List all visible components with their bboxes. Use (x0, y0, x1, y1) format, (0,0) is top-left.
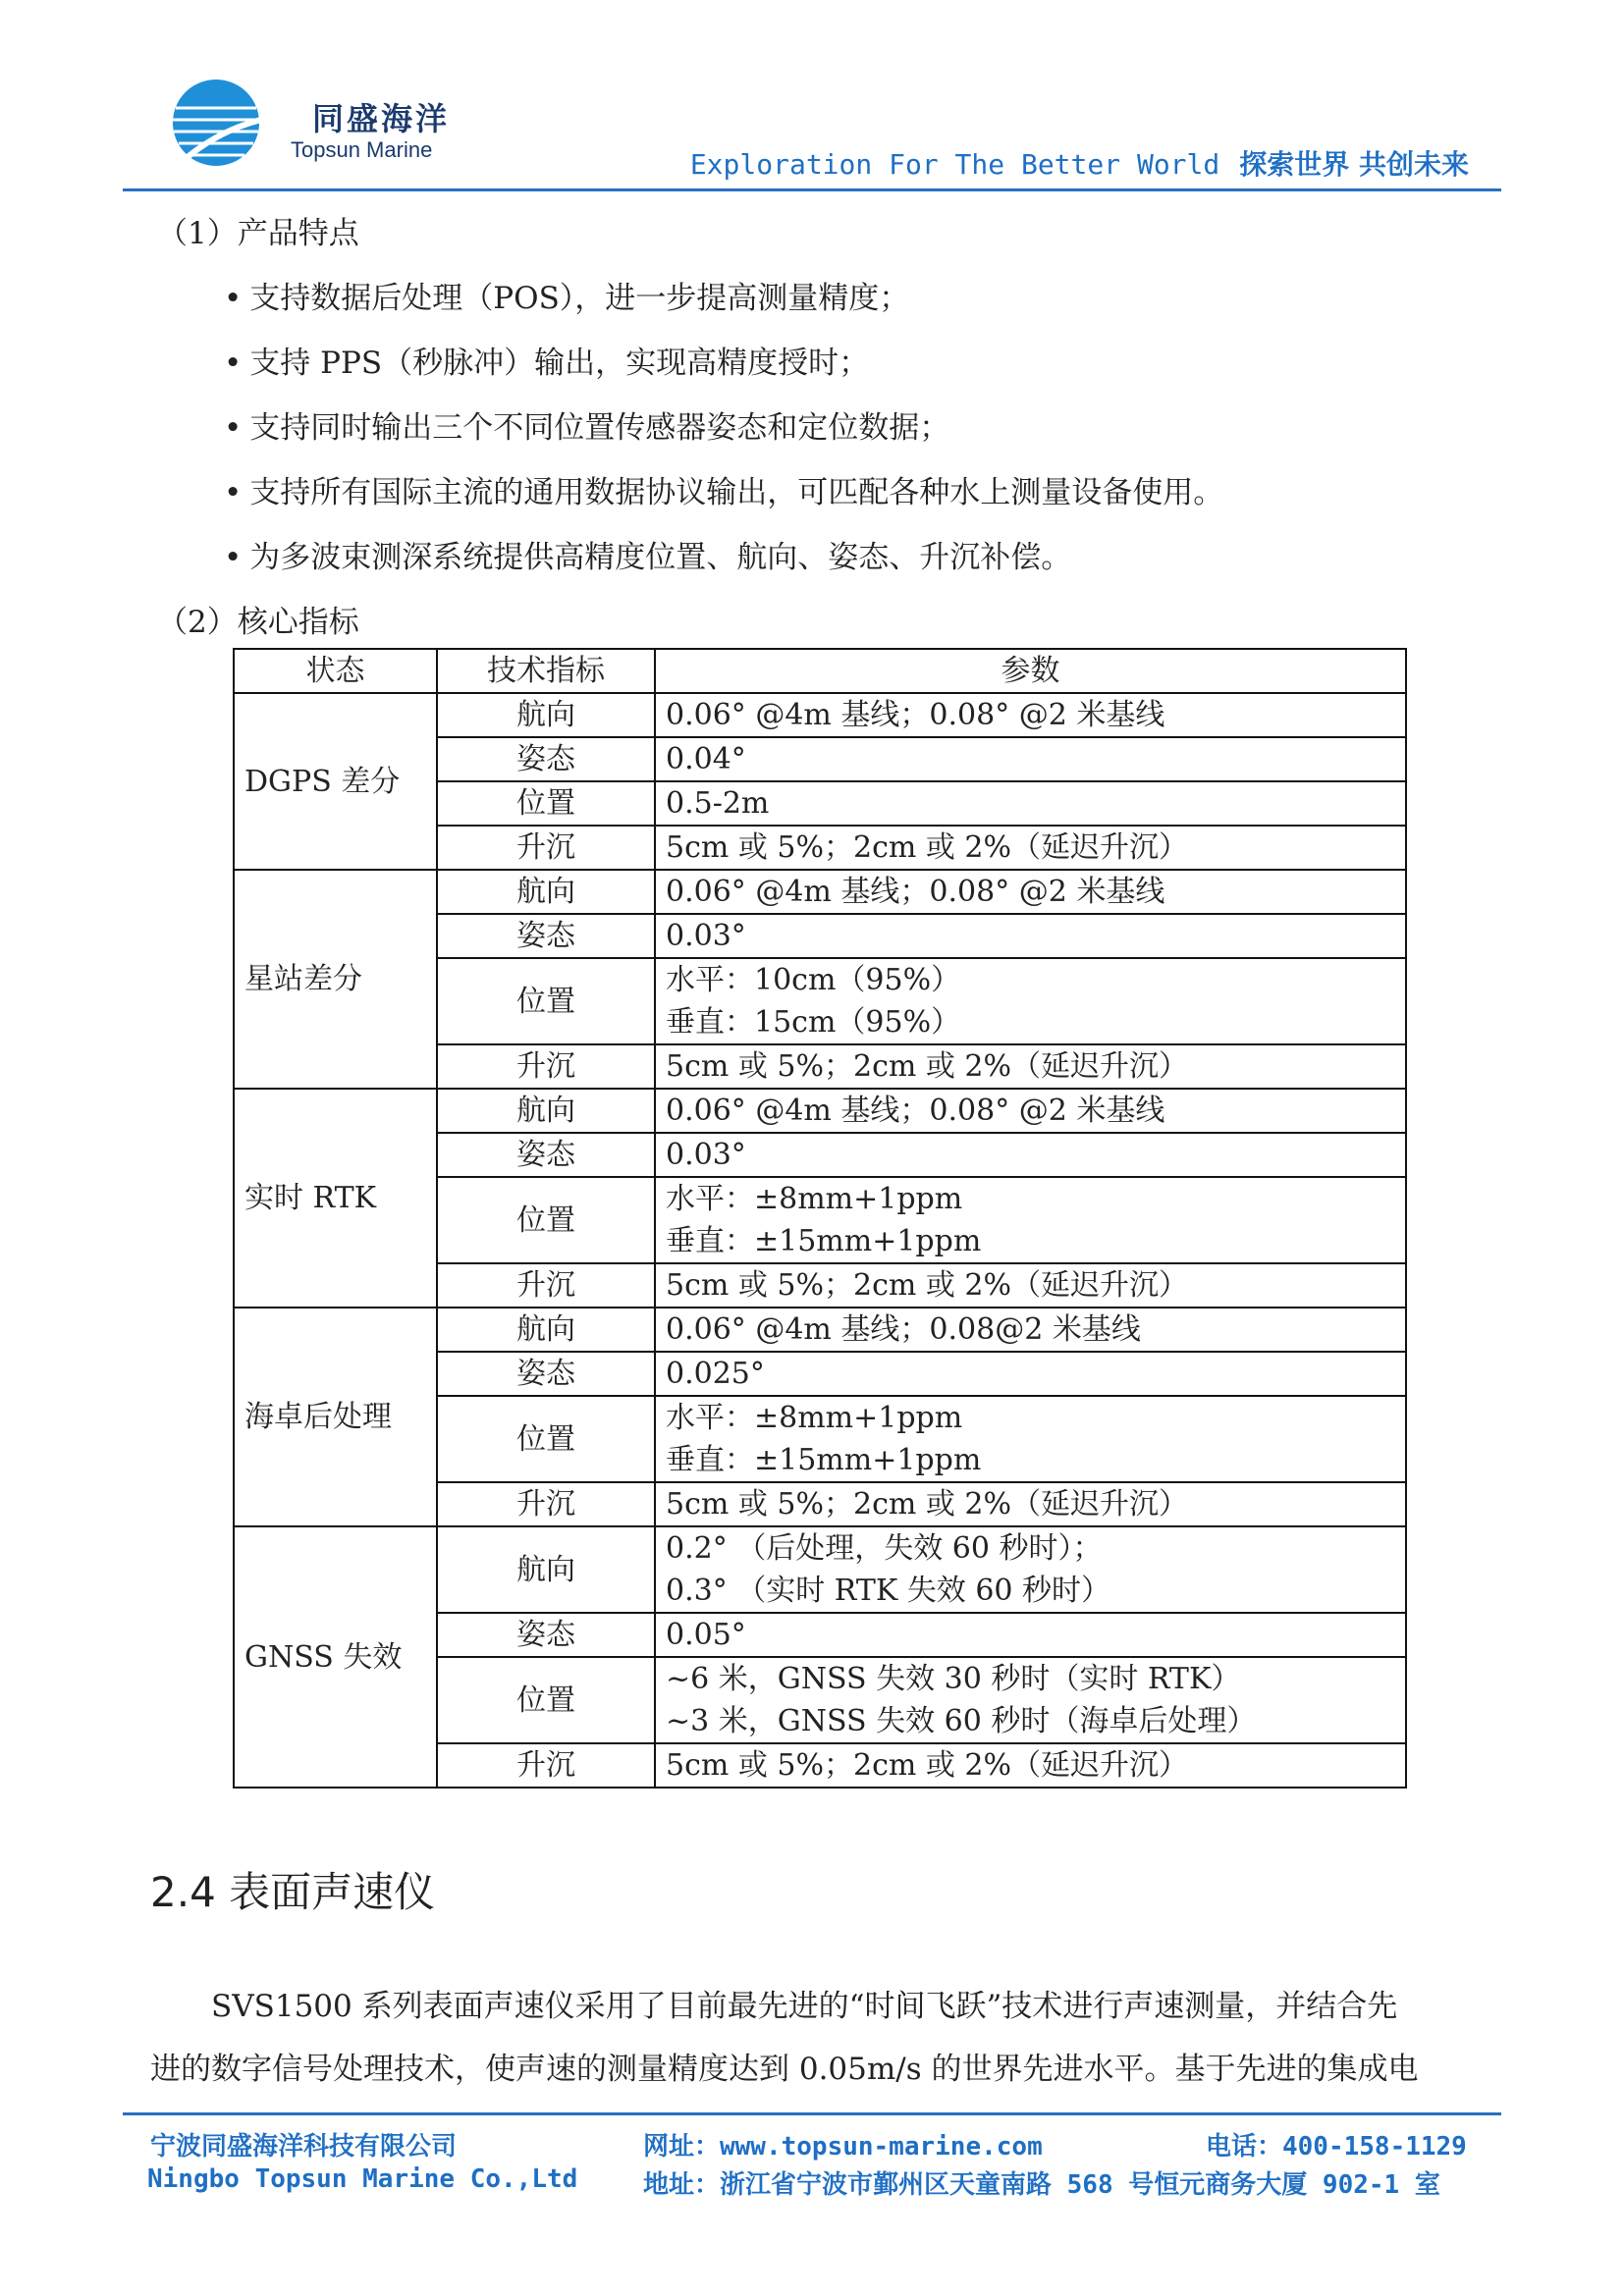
footer-address: 地址：浙江省宁波市鄞州区天童南路 568 号恒元商务大厦 902-1 室 (643, 2170, 1440, 2200)
value-cell (655, 1396, 1406, 1482)
value-line: 0.06° @4m 基线；0.08° @2 米基线 (666, 1094, 1165, 1128)
logo-cn-text: 同盛海洋 (312, 100, 451, 137)
features-title: （1）产品特点 (157, 216, 359, 251)
metric-cell: 位置 (437, 958, 655, 1044)
metric-cell: 升沉 (437, 1482, 655, 1526)
table-row (234, 693, 1406, 737)
value-line: 5cm 或 5%；2cm 或 2%（延迟升沉） (666, 1748, 1189, 1783)
value-line: 0.03° (666, 1138, 746, 1172)
slogan-cn: 探索世界 共创未来 (1239, 148, 1469, 181)
value-cell (655, 826, 1406, 870)
value-cell (655, 1352, 1406, 1396)
value-cell (655, 1526, 1406, 1613)
feature-item: • 支持同时输出三个不同位置传感器姿态和定位数据； (224, 402, 949, 447)
value-line: ~6 米，GNSS 失效 30 秒时（实时 RTK） (666, 1662, 1241, 1696)
value-cell (655, 1044, 1406, 1089)
state-cell: 实时 RTK (234, 1089, 437, 1308)
metric-cell: 位置 (437, 781, 655, 826)
value-line: 垂直：±15mm+1ppm (666, 1224, 982, 1258)
logo-en-text: Topsun Marine (291, 137, 433, 162)
value-line: 0.06° @4m 基线；0.08° @2 米基线 (666, 698, 1165, 732)
value-line: 0.03° (666, 919, 746, 953)
value-cell (655, 958, 1406, 1044)
col-header-metric: 技术指标 (437, 649, 655, 693)
table-row (234, 870, 1406, 914)
metric-cell: 航向 (437, 1308, 655, 1352)
metric-cell: 航向 (437, 870, 655, 914)
value-line: 水平：±8mm+1ppm (666, 1182, 963, 1216)
value-cell (655, 1308, 1406, 1352)
value-line: 5cm 或 5%；2cm 或 2%（延迟升沉） (666, 830, 1189, 865)
section-paragraph-line: 进的数字信号处理技术，使声速的测量精度达到 0.05m/s 的世界先进水平。基于先进的集成电 (150, 2052, 1419, 2087)
footer-company-en: Ningbo Topsun Marine Co.,Ltd (147, 2164, 578, 2194)
metric-cell: 位置 (437, 1396, 655, 1482)
value-line: 0.04° (666, 742, 746, 776)
metric-cell: 升沉 (437, 1263, 655, 1308)
value-line: 5cm 或 5%；2cm 或 2%（延迟升沉） (666, 1487, 1189, 1522)
metric-cell: 升沉 (437, 1044, 655, 1089)
value-cell (655, 1657, 1406, 1743)
metric-cell: 升沉 (437, 1743, 655, 1788)
value-line: 0.05° (666, 1618, 746, 1652)
state-cell: DGPS 差分 (234, 693, 437, 870)
table-row (234, 1308, 1406, 1352)
feature-item: • 支持所有国际主流的通用数据协议输出，可匹配各种水上测量设备使用。 (224, 467, 1223, 511)
metric-cell: 姿态 (437, 1352, 655, 1396)
logo-globe-icon (173, 80, 270, 166)
value-cell (655, 693, 1406, 737)
value-cell (655, 1613, 1406, 1657)
feature-item: • 支持数据后处理（POS），进一步提高测量精度； (224, 273, 909, 317)
value-cell (655, 914, 1406, 958)
value-line: 0.025° (666, 1357, 765, 1391)
col-header-state: 状态 (234, 649, 437, 693)
value-line: ~3 米，GNSS 失效 60 秒时（海卓后处理） (666, 1704, 1257, 1738)
metric-cell: 姿态 (437, 1613, 655, 1657)
value-line: 5cm 或 5%；2cm 或 2%（延迟升沉） (666, 1268, 1189, 1303)
metric-cell: 姿态 (437, 737, 655, 781)
section-paragraph-line: SVS1500 系列表面声速仪采用了目前最先进的“时间飞跃”技术进行声速测量，并结合先 (211, 1989, 1398, 2024)
value-cell (655, 1482, 1406, 1526)
metric-cell: 位置 (437, 1657, 655, 1743)
metric-cell: 航向 (437, 1089, 655, 1133)
value-cell (655, 737, 1406, 781)
footer-phone: 电话：400-158-1129 (1206, 2132, 1467, 2162)
footer-website[interactable]: 网址：www.topsun-marine.com (643, 2132, 1043, 2162)
slogan-en: Exploration For The Better World (689, 148, 1220, 181)
header-divider (123, 188, 1501, 191)
spec-table (233, 648, 1407, 1789)
value-line: 垂直：15cm（95%） (666, 1005, 961, 1040)
metric-cell: 位置 (437, 1177, 655, 1263)
table-row (234, 1089, 1406, 1133)
metric-cell: 航向 (437, 693, 655, 737)
value-line: 垂直：±15mm+1ppm (666, 1443, 982, 1477)
state-cell: 海卓后处理 (234, 1308, 437, 1526)
value-cell (655, 781, 1406, 826)
value-line: 0.5-2m (666, 786, 770, 821)
metric-cell: 姿态 (437, 1133, 655, 1177)
metric-cell: 升沉 (437, 826, 655, 870)
value-line: 0.2° （后处理，失效 60 秒时）； (666, 1531, 1103, 1566)
value-cell (655, 1743, 1406, 1788)
footer-divider (123, 2112, 1501, 2115)
col-header-value: 参数 (655, 649, 1406, 693)
state-cell: 星站差分 (234, 870, 437, 1089)
specs-title: （2）核心指标 (157, 605, 359, 640)
table-row (234, 1526, 1406, 1613)
value-line: 5cm 或 5%；2cm 或 2%（延迟升沉） (666, 1049, 1189, 1084)
slogan (690, 143, 1469, 183)
section-heading: 2.4 表面声速仪 (150, 1868, 436, 1916)
value-line: 水平：±8mm+1ppm (666, 1401, 963, 1435)
feature-item: • 为多波束测深系统提供高精度位置、航向、姿态、升沉补偿。 (224, 532, 1071, 576)
value-cell (655, 1089, 1406, 1133)
state-cell: GNSS 失效 (234, 1526, 437, 1788)
metric-cell: 姿态 (437, 914, 655, 958)
table-header-row (234, 649, 1406, 693)
metric-cell: 航向 (437, 1526, 655, 1613)
value-cell (655, 870, 1406, 914)
feature-item: • 支持 PPS（秒脉冲）输出，实现高精度授时； (224, 338, 869, 382)
value-cell (655, 1263, 1406, 1308)
value-cell (655, 1133, 1406, 1177)
footer-company-cn: 宁波同盛海洋科技有限公司 (150, 2132, 458, 2162)
value-line: 0.06° @4m 基线；0.08@2 米基线 (666, 1312, 1141, 1347)
value-cell (655, 1177, 1406, 1263)
value-line: 0.3° （实时 RTK 失效 60 秒时） (666, 1574, 1111, 1608)
value-line: 0.06° @4m 基线；0.08° @2 米基线 (666, 875, 1165, 909)
value-line: 水平：10cm（95%） (666, 963, 961, 997)
